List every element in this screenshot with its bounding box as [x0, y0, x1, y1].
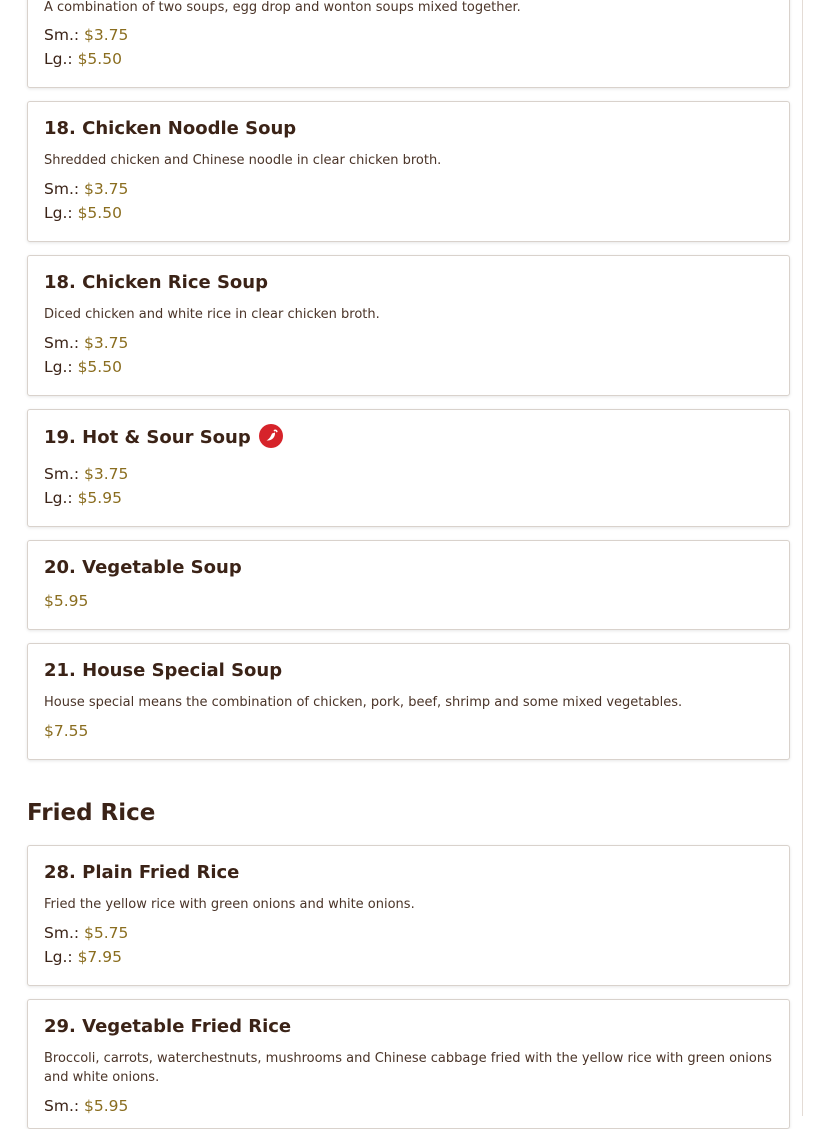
- price: $3.75: [84, 26, 129, 44]
- price: $5.95: [44, 592, 89, 610]
- large-price-row: [44, 358, 122, 376]
- small-price-row: [44, 180, 128, 198]
- menu-item-card[interactable]: [27, 255, 790, 396]
- size-label: Sm.:: [44, 26, 80, 44]
- small-price-row: [44, 465, 128, 483]
- price: $7.55: [44, 722, 89, 740]
- size-label: Lg.:: [44, 948, 73, 966]
- item-description: Fried the yellow rice with green onions and white onions.: [44, 897, 415, 912]
- item-title: 21. House Special Soup: [44, 660, 283, 681]
- item-description: A combination of two soups, egg drop and wonton soups mixed together.: [44, 0, 521, 15]
- section-title: Fried Rice: [27, 800, 156, 826]
- menu-item-card[interactable]: [27, 409, 790, 527]
- small-price-row: [44, 924, 128, 942]
- scrollbar-track[interactable]: [802, 0, 803, 1116]
- price: $3.75: [84, 465, 129, 483]
- price: $5.75: [84, 924, 129, 942]
- item-title: 29. Vegetable Fried Rice: [44, 1016, 292, 1037]
- item-description: Diced chicken and white rice in clear chicken broth.: [44, 307, 380, 322]
- price: $5.95: [77, 489, 122, 507]
- small-price-row: [44, 334, 128, 352]
- menu-item-card[interactable]: [27, 643, 790, 760]
- price: $5.50: [77, 50, 122, 68]
- item-description: Broccoli, carrots, waterchestnuts, mushrooms and Chinese cabbage fried with the yellow rice with green onions and white onions.: [44, 1051, 772, 1085]
- item-title: 20. Vegetable Soup: [44, 557, 242, 578]
- menu-item-card[interactable]: [27, 101, 790, 242]
- item-description: Shredded chicken and Chinese noodle in clear chicken broth.: [44, 153, 442, 168]
- item-description: House special means the combination of chicken, pork, beef, shrimp and some mixed vegetables.: [44, 695, 683, 710]
- price: $5.50: [77, 358, 122, 376]
- item-title: 19. Hot & Sour Soup: [44, 427, 251, 448]
- large-price-row: [44, 489, 122, 507]
- small-price-row: [44, 26, 128, 44]
- item-title: 18. Chicken Noodle Soup: [44, 118, 297, 139]
- size-label: Lg.:: [44, 204, 73, 222]
- size-label: Sm.:: [44, 465, 80, 483]
- small-price-row: [44, 1097, 128, 1115]
- size-label: Sm.:: [44, 924, 80, 942]
- menu-item-card[interactable]: [27, 540, 790, 630]
- large-price-row: [44, 204, 122, 222]
- price: $3.75: [84, 180, 129, 198]
- item-title-row: [44, 426, 283, 450]
- size-label: Lg.:: [44, 358, 73, 376]
- size-label: Lg.:: [44, 489, 73, 507]
- size-label: Sm.:: [44, 334, 80, 352]
- item-title: 28. Plain Fried Rice: [44, 862, 240, 883]
- menu-item-card[interactable]: [27, 845, 790, 986]
- price: $7.95: [77, 948, 122, 966]
- price-row: [44, 722, 88, 740]
- chili-pepper-icon: [259, 424, 283, 448]
- large-price-row: [44, 948, 122, 966]
- size-label: Sm.:: [44, 1097, 80, 1115]
- price-row: [44, 592, 88, 610]
- price: $3.75: [84, 334, 129, 352]
- price: $5.50: [77, 204, 122, 222]
- large-price-row: [44, 50, 122, 68]
- menu-item-card[interactable]: [27, 0, 790, 88]
- menu-item-card[interactable]: [27, 999, 790, 1129]
- item-title: 18. Chicken Rice Soup: [44, 272, 268, 293]
- price: $5.95: [84, 1097, 129, 1115]
- size-label: Lg.:: [44, 50, 73, 68]
- size-label: Sm.:: [44, 180, 80, 198]
